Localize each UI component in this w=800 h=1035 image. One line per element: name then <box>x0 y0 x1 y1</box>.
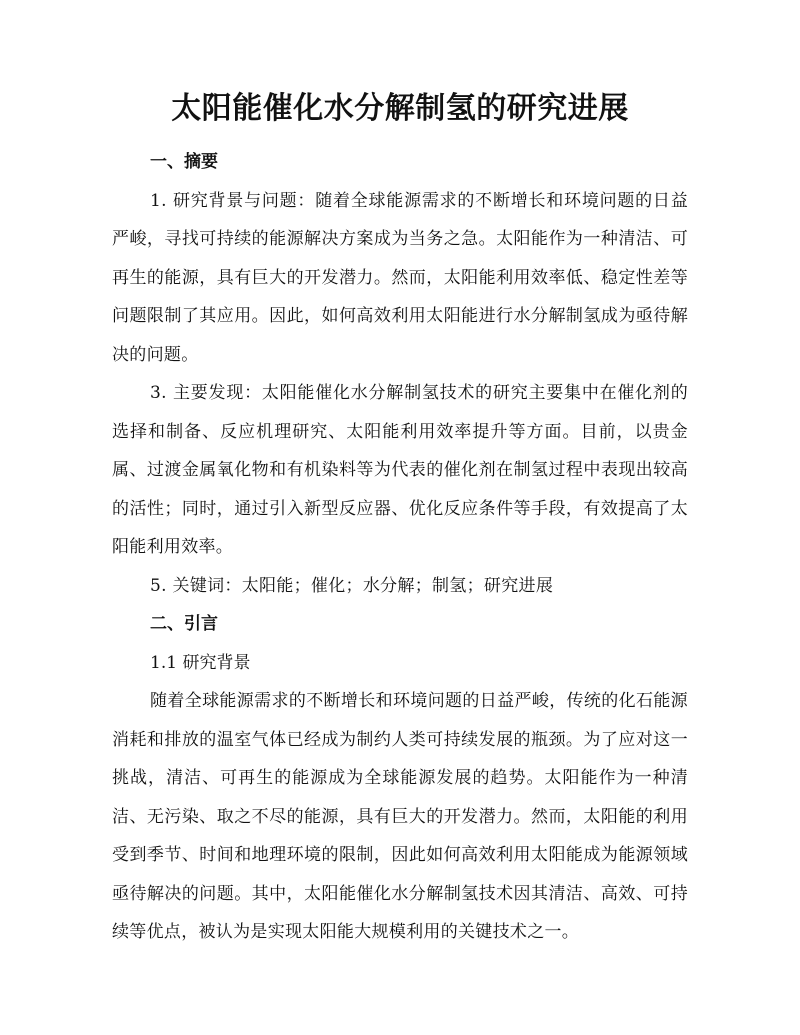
abstract-paragraph-keywords: 5. 关键词：太阳能；催化；水分解；制氢；研究进展 <box>150 575 554 596</box>
abstract-paragraph-findings: 3. 主要发现：太阳能催化水分解制氢技术的研究主要集中在催化剂的选择和制备、反应机理研究、太阳能利用效率提升等方面。目前，以贵金属、过渡金属氧化物和有机染料等为代表的催化剂在制氢过程中表现出较高的活性；同时，通过引入新型反应器、优化反应条件等手段，有效提高了太阳能利用效率。 <box>112 383 688 557</box>
abstract-paragraph-background: 1. 研究背景与问题：随着全球能源需求的不断增长和环境问题的日益严峻，寻找可持续的能源解决方案成为当务之急。太阳能作为一种清洁、可再生的能源，具有巨大的开发潜力。然而，太阳能利用效率低、稳定性差等问题限制了其应用。因此，如何高效利用太阳能进行水分解制氢成为亟待解决的问题。 <box>112 190 688 365</box>
subsection-heading-background: 1.1 研究背景 <box>150 652 251 673</box>
introduction-paragraph: 随着全球能源需求的不断增长和环境问题的日益严峻，传统的化石能源消耗和排放的温室气体已经成为制约人类可持续发展的瓶颈。为了应对这一挑战，清洁、可再生的能源成为全球能源发展的趋势。太阳能作为一种清洁、无污染、取之不尽的能源，具有巨大的开发潜力。然而，太阳能的利用受到季节、时间和地理环境的限制，因此如何高效利用太阳能成为能源领域亟待解决的问题。其中，太阳能催化水分解制氢技术因其清洁、高效、可持续等优点，被认为是实现太阳能大规模利用的关键技术之一。 <box>112 691 688 942</box>
document-title: 太阳能催化水分解制氢的研究进展 <box>171 91 629 126</box>
section-heading-abstract: 一、摘要 <box>150 152 218 172</box>
document-body <box>112 143 688 952</box>
section-heading-introduction: 二、引言 <box>150 614 218 634</box>
